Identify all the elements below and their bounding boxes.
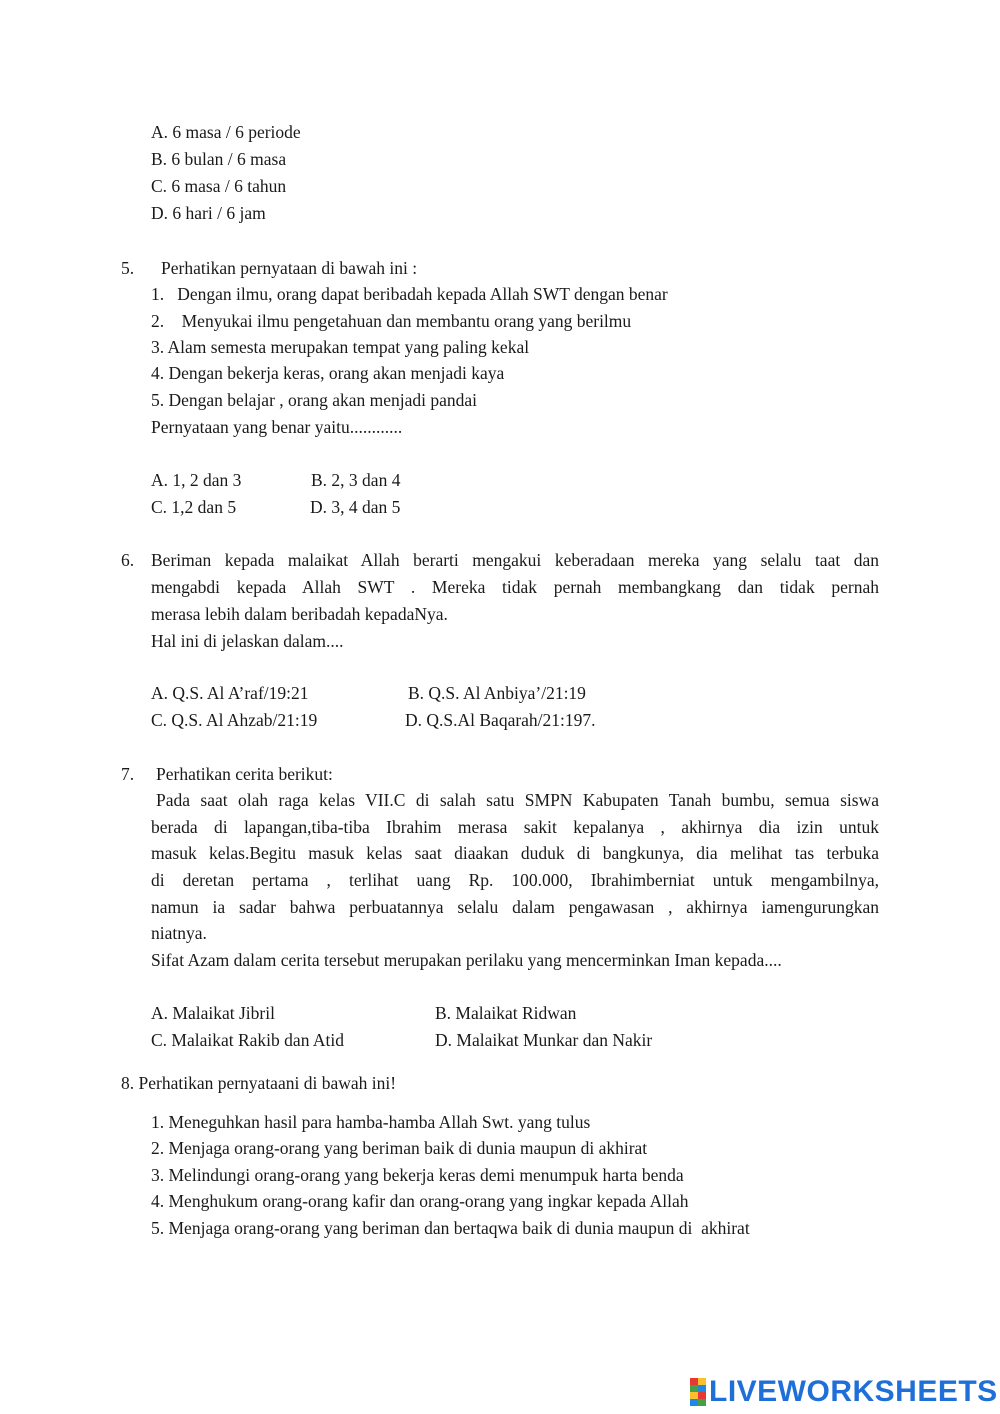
q5-number: 5. xyxy=(121,258,135,278)
q7-story-line-6: niatnya. xyxy=(151,923,207,943)
q5-statement-5: 5. Dengan belajar , orang akan menjadi pandai xyxy=(151,390,478,410)
q7-story-line-1: Pada saat olah raga kelas VII.C di salah satu SMPN Kabupaten Tanah bumbu, semua siswa xyxy=(156,790,879,810)
q5-statement-1: 1. Dengan ilmu, orang dapat beribadah kepada Allah SWT dengan benar xyxy=(151,284,668,304)
q6-line-3: merasa lebih dalam beribadah kepadaNya. xyxy=(151,604,448,624)
liveworksheets-logo xyxy=(690,1372,998,1412)
logo-blocks-icon xyxy=(690,1378,706,1406)
q5-question: Pernyataan yang benar yaitu............ xyxy=(151,417,403,437)
q7-option-c: C. Malaikat Rakib dan Atid xyxy=(151,1030,344,1050)
q7-story-line-4: di deretan pertama , terlihat uang Rp. 100.000, Ibrahimberniat untuk mengambilnya, xyxy=(151,870,879,890)
q4-option-d: D. 6 hari / 6 jam xyxy=(151,203,266,223)
q5-option-b: B. 2, 3 dan 4 xyxy=(311,470,401,490)
q7-option-a: A. Malaikat Jibril xyxy=(151,1003,275,1023)
q6-line-1: Beriman kepada malaikat Allah berarti mengakui keberadaan mereka yang selalu taat dan xyxy=(151,550,879,570)
q6-line-2: mengabdi kepada Allah SWT . Mereka tidak pernah membangkang dan tidak pernah xyxy=(151,577,879,597)
q8-statement-4: 4. Menghukum orang-orang kafir dan orang-orang yang ingkar kepada Allah xyxy=(151,1191,689,1211)
logo-text: LIVEWORKSHEETS xyxy=(709,1375,998,1408)
q4-option-b: B. 6 bulan / 6 masa xyxy=(151,149,287,169)
q7-prompt: Perhatikan cerita berikut: xyxy=(156,764,333,784)
q7-option-b: B. Malaikat Ridwan xyxy=(435,1003,577,1023)
q7-option-d: D. Malaikat Munkar dan Nakir xyxy=(435,1030,653,1050)
q5-option-a: A. 1, 2 dan 3 xyxy=(151,470,242,490)
q5-option-c: C. 1,2 dan 5 xyxy=(151,497,237,517)
q4-option-c: C. 6 masa / 6 tahun xyxy=(151,176,287,196)
q5-statement-2: 2. Menyukai ilmu pengetahuan dan membantu orang yang berilmu xyxy=(151,311,632,331)
q6-option-a: A. Q.S. Al A’raf/19:21 xyxy=(151,683,309,703)
q6-option-c: C. Q.S. Al Ahzab/21:19 xyxy=(151,710,318,730)
q6-number: 6. xyxy=(121,550,135,570)
q6-option-d: D. Q.S.Al Baqarah/21:197. xyxy=(405,710,596,730)
q6-question: Hal ini di jelaskan dalam.... xyxy=(151,631,344,651)
q8-statement-3: 3. Melindungi orang-orang yang bekerja keras demi menumpuk harta benda xyxy=(151,1165,684,1185)
q7-story-line-3: masuk kelas.Begitu masuk kelas saat diaakan duduk di bangkunya, dia melihat tas terbuka xyxy=(151,843,879,863)
q7-question: Sifat Azam dalam cerita tersebut merupakan perilaku yang mencerminkan Iman kepada.... xyxy=(151,950,782,970)
q7-story-line-5: namun ia sadar bahwa perbuatannya selalu dalam pengawasan , akhirnya iamengurungkan xyxy=(151,897,879,917)
q5-prompt: Perhatikan pernyataan di bawah ini : xyxy=(161,258,418,278)
q6-option-b: B. Q.S. Al Anbiya’/21:19 xyxy=(408,683,586,703)
q8-statement-5: 5. Menjaga orang-orang yang beriman dan bertaqwa baik di dunia maupun di akhirat xyxy=(151,1218,750,1238)
q5-statement-3: 3. Alam semesta merupakan tempat yang paling kekal xyxy=(151,337,530,357)
q5-statement-4: 4. Dengan bekerja keras, orang akan menjadi kaya xyxy=(151,363,505,383)
q8-prompt: 8. Perhatikan pernyataani di bawah ini! xyxy=(121,1073,397,1093)
q8-statement-2: 2. Menjaga orang-orang yang beriman baik di dunia maupun di akhirat xyxy=(151,1138,648,1158)
q5-option-d: D. 3, 4 dan 5 xyxy=(310,497,401,517)
q4-option-a: A. 6 masa / 6 periode xyxy=(151,122,301,142)
q8-statement-1: 1. Meneguhkan hasil para hamba-hamba Allah Swt. yang tulus xyxy=(151,1112,591,1132)
q7-number: 7. xyxy=(121,764,135,784)
q7-story-line-2: berada di lapangan,tiba-tiba Ibrahim merasa sakit kepalanya , akhirnya dia izin untuk xyxy=(151,817,879,837)
